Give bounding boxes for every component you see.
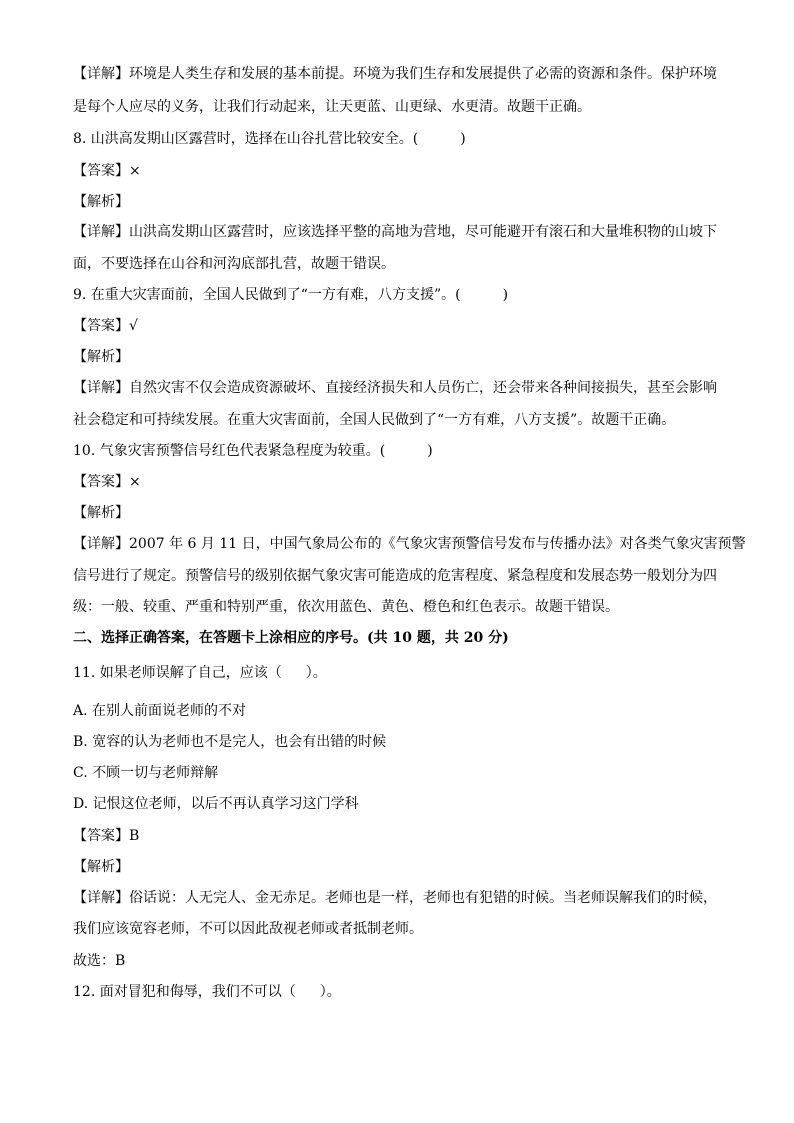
question-10: [73, 441, 733, 461]
analysis-label: 【解析】: [73, 505, 129, 521]
explanation-line: 信号进行了规定。预警信号的级别依据气象灾害可能造成的危害程度、紧急程度和发展态势一般划分为四: [73, 568, 717, 584]
explanation-line: 【详解】环境是人类生存和发展的基本前提。环境为我们生存和发展提供了必需的资源和条件。保护环境: [73, 66, 717, 82]
question-text: 8. 山洪高发期山区露营时，选择在山谷扎营比较安全。(: [73, 131, 419, 147]
explanation-line: 【详解】山洪高发期山区露营时，应该选择平整的高地为营地，尽可能避开有滚石和大量堆积物的山坡下: [73, 224, 717, 240]
question-blank-close: ): [460, 131, 466, 147]
answer-line: 【答案】×: [73, 474, 141, 490]
option-b: B. 宽容的认为老师也不是完人，也会有出错的时候: [73, 734, 387, 750]
explanation-line: 面，不要选择在山谷和河沟底部扎营，故题干错误。: [73, 256, 395, 272]
answer-line: 【答案】×: [73, 163, 141, 179]
question-text: 9. 在重大灾害面前，全国人民做到了“一方有难，八方支援”。(: [73, 287, 461, 303]
explanation-line: 级：一般、较重、严重和特别严重，依次用蓝色、黄色、橙色和红色表示。故题干错误。: [73, 599, 619, 615]
section-heading: 二、选择正确答案，在答题卡上涂相应的序号。(共 10 题，共 20 分): [73, 630, 509, 646]
selection-line: 故选：B: [73, 953, 126, 969]
answer-line: 【答案】B: [73, 828, 140, 844]
question-11: [73, 663, 733, 683]
question-text: 11. 如果老师误解了自己，应该（: [73, 665, 282, 681]
question-8: [73, 129, 733, 149]
answer-line: 【答案】√: [73, 318, 138, 334]
explanation-line: 社会稳定和可持续发展。在重大灾害面前，全国人民做到了“一方有难，八方支援”。故题干正确。: [73, 412, 676, 428]
explanation-line: 我们应该宽容老师，不可以因此敌视老师或者抵制老师。: [73, 921, 423, 937]
question-text: 10. 气象灾害预警信号红色代表紧急程度为较重。(: [73, 443, 386, 459]
option-a: A. 在别人前面说老师的不对: [73, 703, 247, 719]
option-d: D. 记恨这位老师，以后不再认真学习这门学科: [73, 796, 359, 812]
explanation-line: 是每个人应尽的义务，让我们行动起来，让天更蓝、山更绿、水更清。故题干正确。: [73, 99, 591, 115]
analysis-label: 【解析】: [73, 349, 129, 365]
question-blank-close: ）。: [305, 665, 327, 681]
explanation-line: 【详解】2007 年 6 月 11 日，中国气象局公布的《气象灾害预警信号发布与传播办法》对各类气象灾害预警: [73, 536, 746, 552]
question-blank-close: ）。: [319, 984, 341, 1000]
analysis-label: 【解析】: [73, 194, 129, 210]
explanation-line: 【详解】自然灾害不仅会造成资源破坏、直接经济损失和人员伤亡，还会带来各种间接损失，甚至会影响: [73, 380, 717, 396]
option-c: C. 不顾一切与老师辩解: [73, 765, 219, 781]
question-blank-close: ): [502, 287, 509, 303]
question-text: 12. 面对冒犯和侮辱，我们不可以（: [73, 984, 296, 1000]
question-blank-close: ): [427, 443, 433, 459]
analysis-label: 【解析】: [73, 859, 129, 875]
explanation-line: 【详解】俗话说：人无完人、金无赤足。老师也是一样，老师也有犯错的时候。当老师误解我们的时候，: [73, 890, 717, 906]
question-12: [73, 982, 733, 1002]
question-9: [73, 285, 733, 305]
